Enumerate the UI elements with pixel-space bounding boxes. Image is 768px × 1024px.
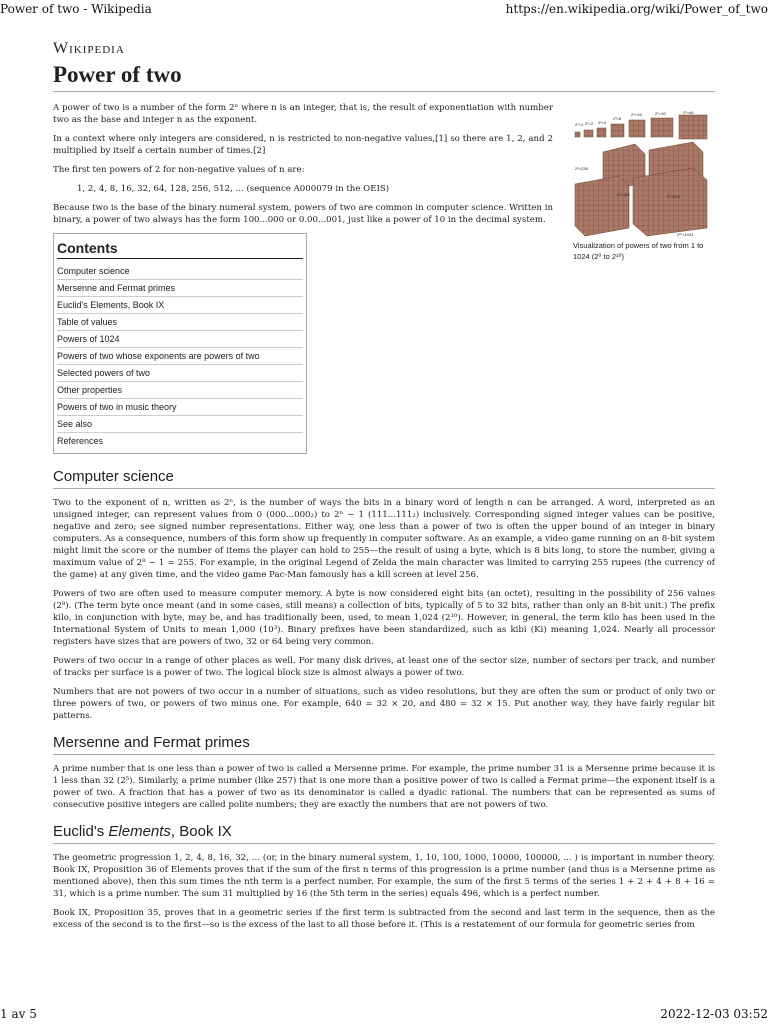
toc-link-selected-powers[interactable]: Selected powers of two — [57, 365, 303, 382]
cube-label-8: 2³=8 — [613, 116, 622, 121]
toc-link-mersenne-fermat[interactable]: Mersenne and Fermat primes — [57, 280, 303, 297]
infobox-image — [573, 110, 713, 262]
toc-link-music-theory[interactable]: Powers of two in music theory — [57, 399, 303, 416]
toc-link-other-properties[interactable]: Other properties — [57, 382, 303, 399]
cube-label-256: 2⁸=256 — [575, 166, 588, 171]
cube-label-32: 2⁵=32 — [655, 111, 666, 116]
toc-link-powers-of-1024[interactable]: Powers of 1024 — [57, 331, 303, 348]
cs-paragraph-2: Powers of two are often used to measure computer memory. A byte is now considered eight bits (an octet), resulting in the possibility of 256 values (2⁸). (The term byte once meant (and in some cases, still means) a collection of bits, typically of 5 to 32 bits, rather than only an 8-bit unit.) The prefix kilo, in conjunction with byte, may be, and has traditionally been, used, to mean 1,024 (2¹⁰). However, in general, the term kilo has been used in the International System of Units to mean 1,000 (10³). Binary prefixes have been standardized, such as kibi (Ki) meaning 1,024. Nearly all processor registers have sizes that are powers of two, 32 or 64 being very common. — [53, 589, 715, 647]
section-heading-euclid — [53, 823, 715, 844]
euclid-heading-elements: Elements — [108, 823, 171, 840]
cube-label-1: 2⁰=1 — [575, 122, 584, 127]
article — [53, 40, 715, 938]
cs-paragraph-3: Powers of two occur in a range of other places as well. For many disk drives, at least one of the sector size, number of sectors per track, and number of tracks per surface is a power of two. The logical block size is almost always a power of two. — [53, 656, 715, 678]
powers-of-two-cubes-image[interactable] — [573, 110, 711, 238]
euclid-paragraph-1: The geometric progression 1, 2, 4, 8, 16, 32, ... (or, in the binary numeral system, 1, 10, 100, 1000, 10000, 100000, ... ) is important in number theory. Book IX, Proposition 36 of Elements proves that if the sum of the first n terms of this progression is a prime number (and thus is a Mersenne prime as mentioned above), then this sum times the nth term is a perfect number. For example, the sum of the first 5 terms of the series 1 + 2 + 4 + 8 + 16 = 31, which is a prime number. The sum 31 multiplied by 16 (the 5th term in the series) equals 496, which is a perfect number. — [53, 853, 715, 899]
cs-paragraph-1: Two to the exponent of n, written as 2ⁿ, is the number of ways the bits in a binary word of length n can be arranged. A word, interpreted as an unsigned integer, can represent values from 0 (000...000₂) to 2ⁿ − 1 (111...111₂) inclusively. Corresponding signed integer values can be positive, negative and zero; see signed number representations. Either way, one less than a power of two is often the upper bound of an integer in binary computers. As a consequence, numbers of this form show up frequently in computer software. As an example, a video game running on an 8-bit system might limit the score or the number of items the player can hold to 255—the result of using a byte, which is 8 bits long, to store the number, giving a maximum value of 2⁸ − 1 = 255. For example, in the original Legend of Zelda the main character was limited to carrying 255 rupees (the currency of the game) at any given time, and the video game Pac-Man famously has a kill screen at level 256. — [53, 498, 715, 580]
infobox-caption: Visualization of powers of two from 1 to 1024 (2⁰ to 2¹⁰) — [573, 241, 704, 261]
lead-paragraph-2: In a context where only integers are considered, n is restricted to non-negative values,[1] so there are 1, 2, and 2 multiplied by itself a certain number of times.[2] — [53, 134, 553, 156]
toc-link-references[interactable]: References — [57, 436, 104, 446]
mersenne-paragraph-1: A prime number that is one less than a power of two is called a Mersenne prime. For example, the prime number 31 is a Mersenne prime because it is 1 less than 32 (2⁵). Similarly, a prime number (like 257) that is one more than a positive power of two is called a Fermat prime—the exponent itself is a power of two. A fraction that has a power of two as its denominator is called a dyadic rational. The numbers that can be represented as sums of consecutive positive integers are called polite numbers; they are exactly the numbers that are not powers of two. — [53, 764, 715, 810]
section-heading-computer-science: Computer science — [53, 468, 715, 489]
print-footer-datetime: 2022-12-03 03:52 — [660, 1007, 768, 1021]
toc-title: Contents — [57, 240, 303, 259]
lead-section — [53, 102, 553, 226]
page-title: Power of two — [53, 62, 715, 92]
cube-label-64: 2⁶=64 — [683, 110, 694, 115]
wikipedia-logo[interactable]: Wikipedia — [53, 40, 125, 57]
lead-paragraph-3: The first ten powers of 2 for non-negative values of n are: — [53, 165, 305, 175]
toc-link-computer-science[interactable]: Computer science — [57, 263, 303, 280]
toc-link-exponents-powers-of-two[interactable]: Powers of two whose exponents are powers of two — [57, 348, 303, 365]
toc-link-see-also[interactable]: See also — [57, 416, 303, 433]
cs-paragraph-4: Numbers that are not powers of two occur in a number of situations, such as video resolutions, but they are often the sum or product of only two or three powers of two, or powers of two minus one. For example, 640 = 32 × 20, and 480 = 32 × 15. Put another way, they have fairly regular bit patterns. — [53, 687, 715, 721]
euclid-heading-post: , Book IX — [170, 823, 232, 840]
cube-label-16: 2⁴=16 — [631, 112, 642, 117]
powers-sequence[interactable]: 1, 2, 4, 8, 16, 32, 64, 128, 256, 512, ... (sequence A000079 in the OEIS) — [77, 184, 390, 194]
table-of-contents — [53, 233, 307, 454]
cube-label-2: 2¹=2 — [585, 121, 594, 126]
toc-link-euclid[interactable]: Euclid's Elements, Book IX — [57, 297, 303, 314]
euclid-paragraph-2: Book IX, Proposition 35, proves that in a geometric series if the first term is subtracted from the second and last term in the sequence, then as the excess of the second is to the first—so is the excess of the last to all those before it. (This is a restatement of our formula for geometric series from — [53, 908, 715, 930]
cube-label-128: 2⁷=128 — [617, 192, 630, 197]
euclid-heading-pre: Euclid's — [53, 823, 109, 840]
lead-paragraph-4: Because two is the base of the binary numeral system, powers of two are common in computer science. Written in binary, a power of two always has the form 100...000 or 0.00...001, just like a power of 10 in the decimal system. — [53, 203, 553, 225]
print-header-url[interactable]: https://en.wikipedia.org/wiki/Power_of_two — [505, 2, 768, 16]
cube-label-1024: 2¹⁰=1024 — [677, 232, 694, 237]
cube-label-4: 2²=4 — [598, 120, 607, 125]
lead-paragraph-1: A power of two is a number of the form 2ⁿ where n is an integer, that is, the result of exponentiation with number two as the base and integer n as the exponent. — [53, 103, 553, 125]
section-heading-mersenne: Mersenne and Fermat primes — [53, 734, 715, 755]
print-header-title: Power of two - Wikipedia — [0, 2, 152, 16]
toc-link-table-of-values[interactable]: Table of values — [57, 314, 303, 331]
cube-label-512: 2⁹=512 — [667, 194, 680, 199]
print-footer-page: 1 av 5 — [0, 1007, 37, 1021]
